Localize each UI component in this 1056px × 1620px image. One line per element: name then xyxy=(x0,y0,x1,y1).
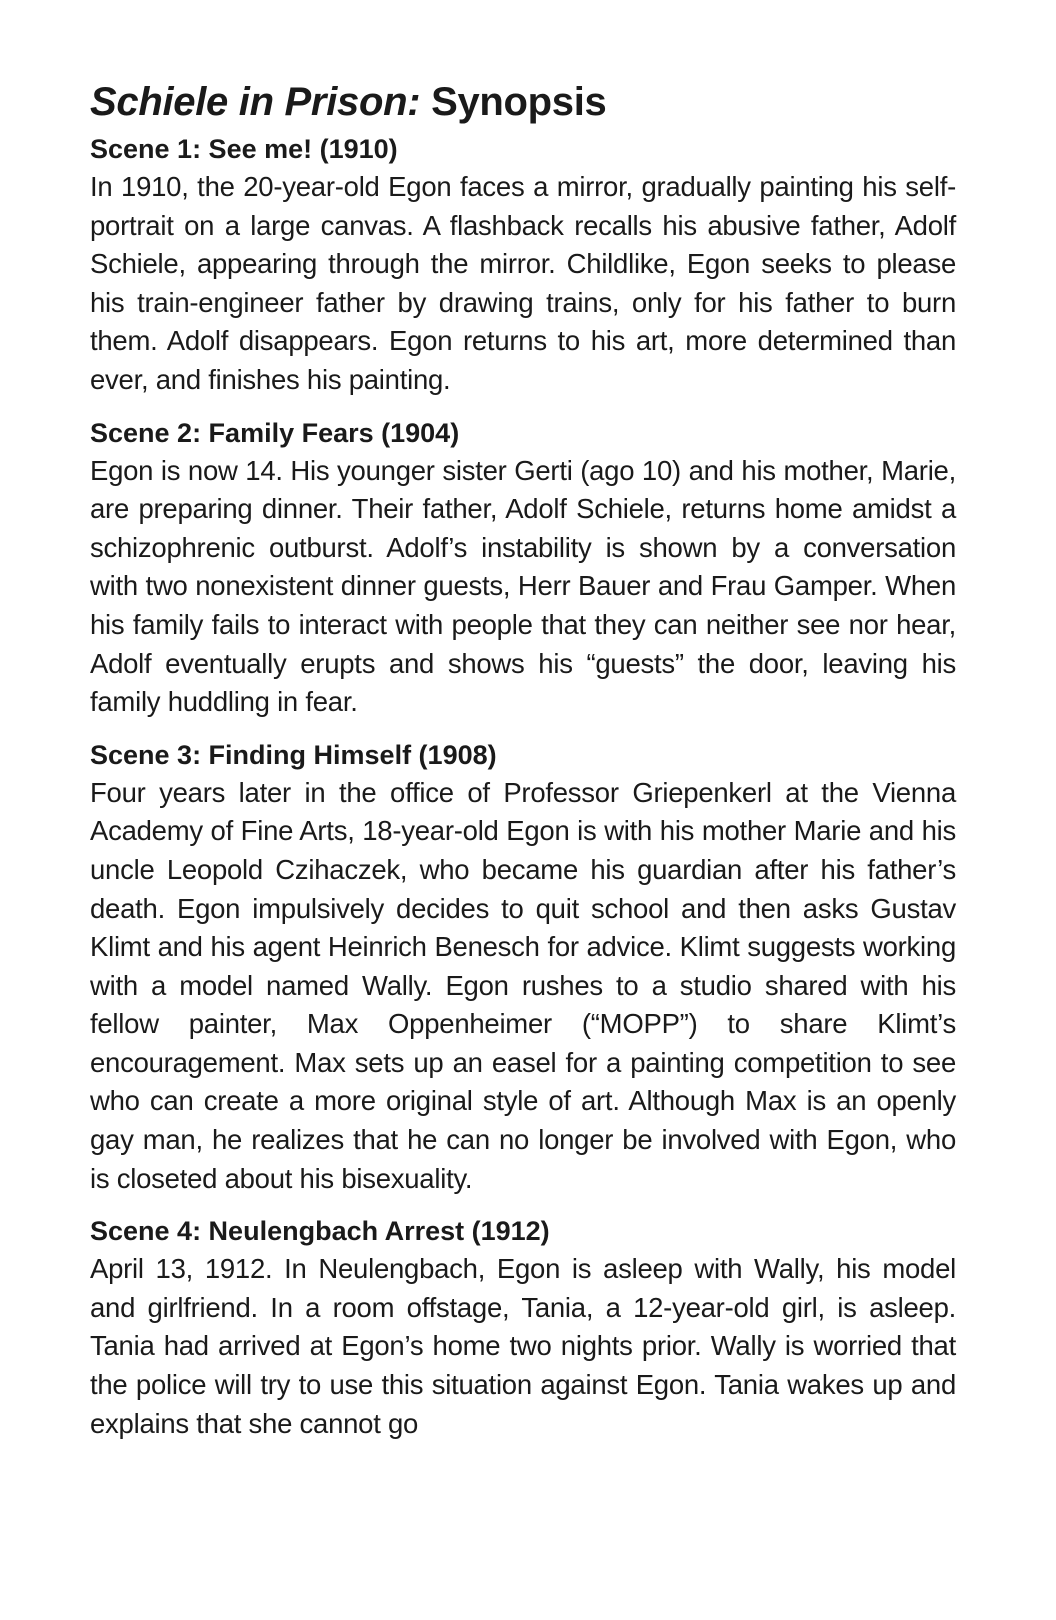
title-italic-part: Schiele in Prison: xyxy=(90,80,421,124)
scene-heading: Scene 4: Neulengbach Arrest (1912) xyxy=(90,1216,550,1247)
page-title xyxy=(90,76,956,128)
scene-2 xyxy=(90,414,956,722)
scene-text: Egon is now 14. His younger sister Gerti (ago 10) and his mother, Marie, are preparing dinner. Their father, Adolf Schiele, returns home amidst a schizophrenic outburst. Adolf’s instability is shown by a conversation with two nonexistent dinner guests, Herr Bauer and Frau Gamper. When his family fails to interact with people that they can neither see nor hear, Adolf eventually erupts and shows his “guests” the door, leaving his family huddling in fear. xyxy=(90,454,956,718)
scene-3 xyxy=(90,736,956,1199)
scene-heading: Scene 2: Family Fears (1904) xyxy=(90,417,460,448)
scene-heading: Scene 1: See me! (1910) xyxy=(90,134,398,164)
scene-1 xyxy=(90,130,956,400)
title-rest-part: Synopsis xyxy=(420,80,607,124)
scene-text: April 13, 1912. In Neulengbach, Egon is asleep with Wally, his model and girlfriend. In a room offstage, Tania, a 12-year-old girl, is asleep. Tania had arrived at Egon’s home two nights prior. Wally is worried that the police will try to use this situation against Egon. Tania wakes up and explains that she cannot go xyxy=(90,1253,956,1439)
scene-text: Four years later in the office of Professor Griepenkerl at the Vienna Academy of Fine Arts, 18-year-old Egon is with his mother Marie and his uncle Leopold Czihaczek, who became his guardian after his father’s death. Egon impulsively decides to quit school and then asks Gustav Klimt and his agent Heinrich Benesch for advice. Klimt suggests working with a model named Wally. Egon rushes to a studio shared with his fellow painter, Max Oppenheimer (“MOPP”) to share Klimt’s encouragement. Max sets up an easel for a painting competition to see who can create a more original style of art. Although Max is an openly gay man, he realizes that he can no longer be involved with Egon, who is closeted about his bisexuality. xyxy=(90,776,956,1194)
document-page xyxy=(90,76,956,1457)
scene-4 xyxy=(90,1212,956,1443)
scene-text: In 1910, the 20-year-old Egon faces a mirror, gradually painting his self-portrait on a large canvas. A flashback recalls his abusive father, Adolf Schiele, appearing through the mirror. Childlike, Egon seeks to please his train-engineer father by drawing trains, only for his father to burn them. Adolf disappears. Egon returns to his art, more determined than ever, and finishes his painting. xyxy=(90,171,956,395)
scene-heading: Scene 3: Finding Himself (1908) xyxy=(90,739,497,770)
